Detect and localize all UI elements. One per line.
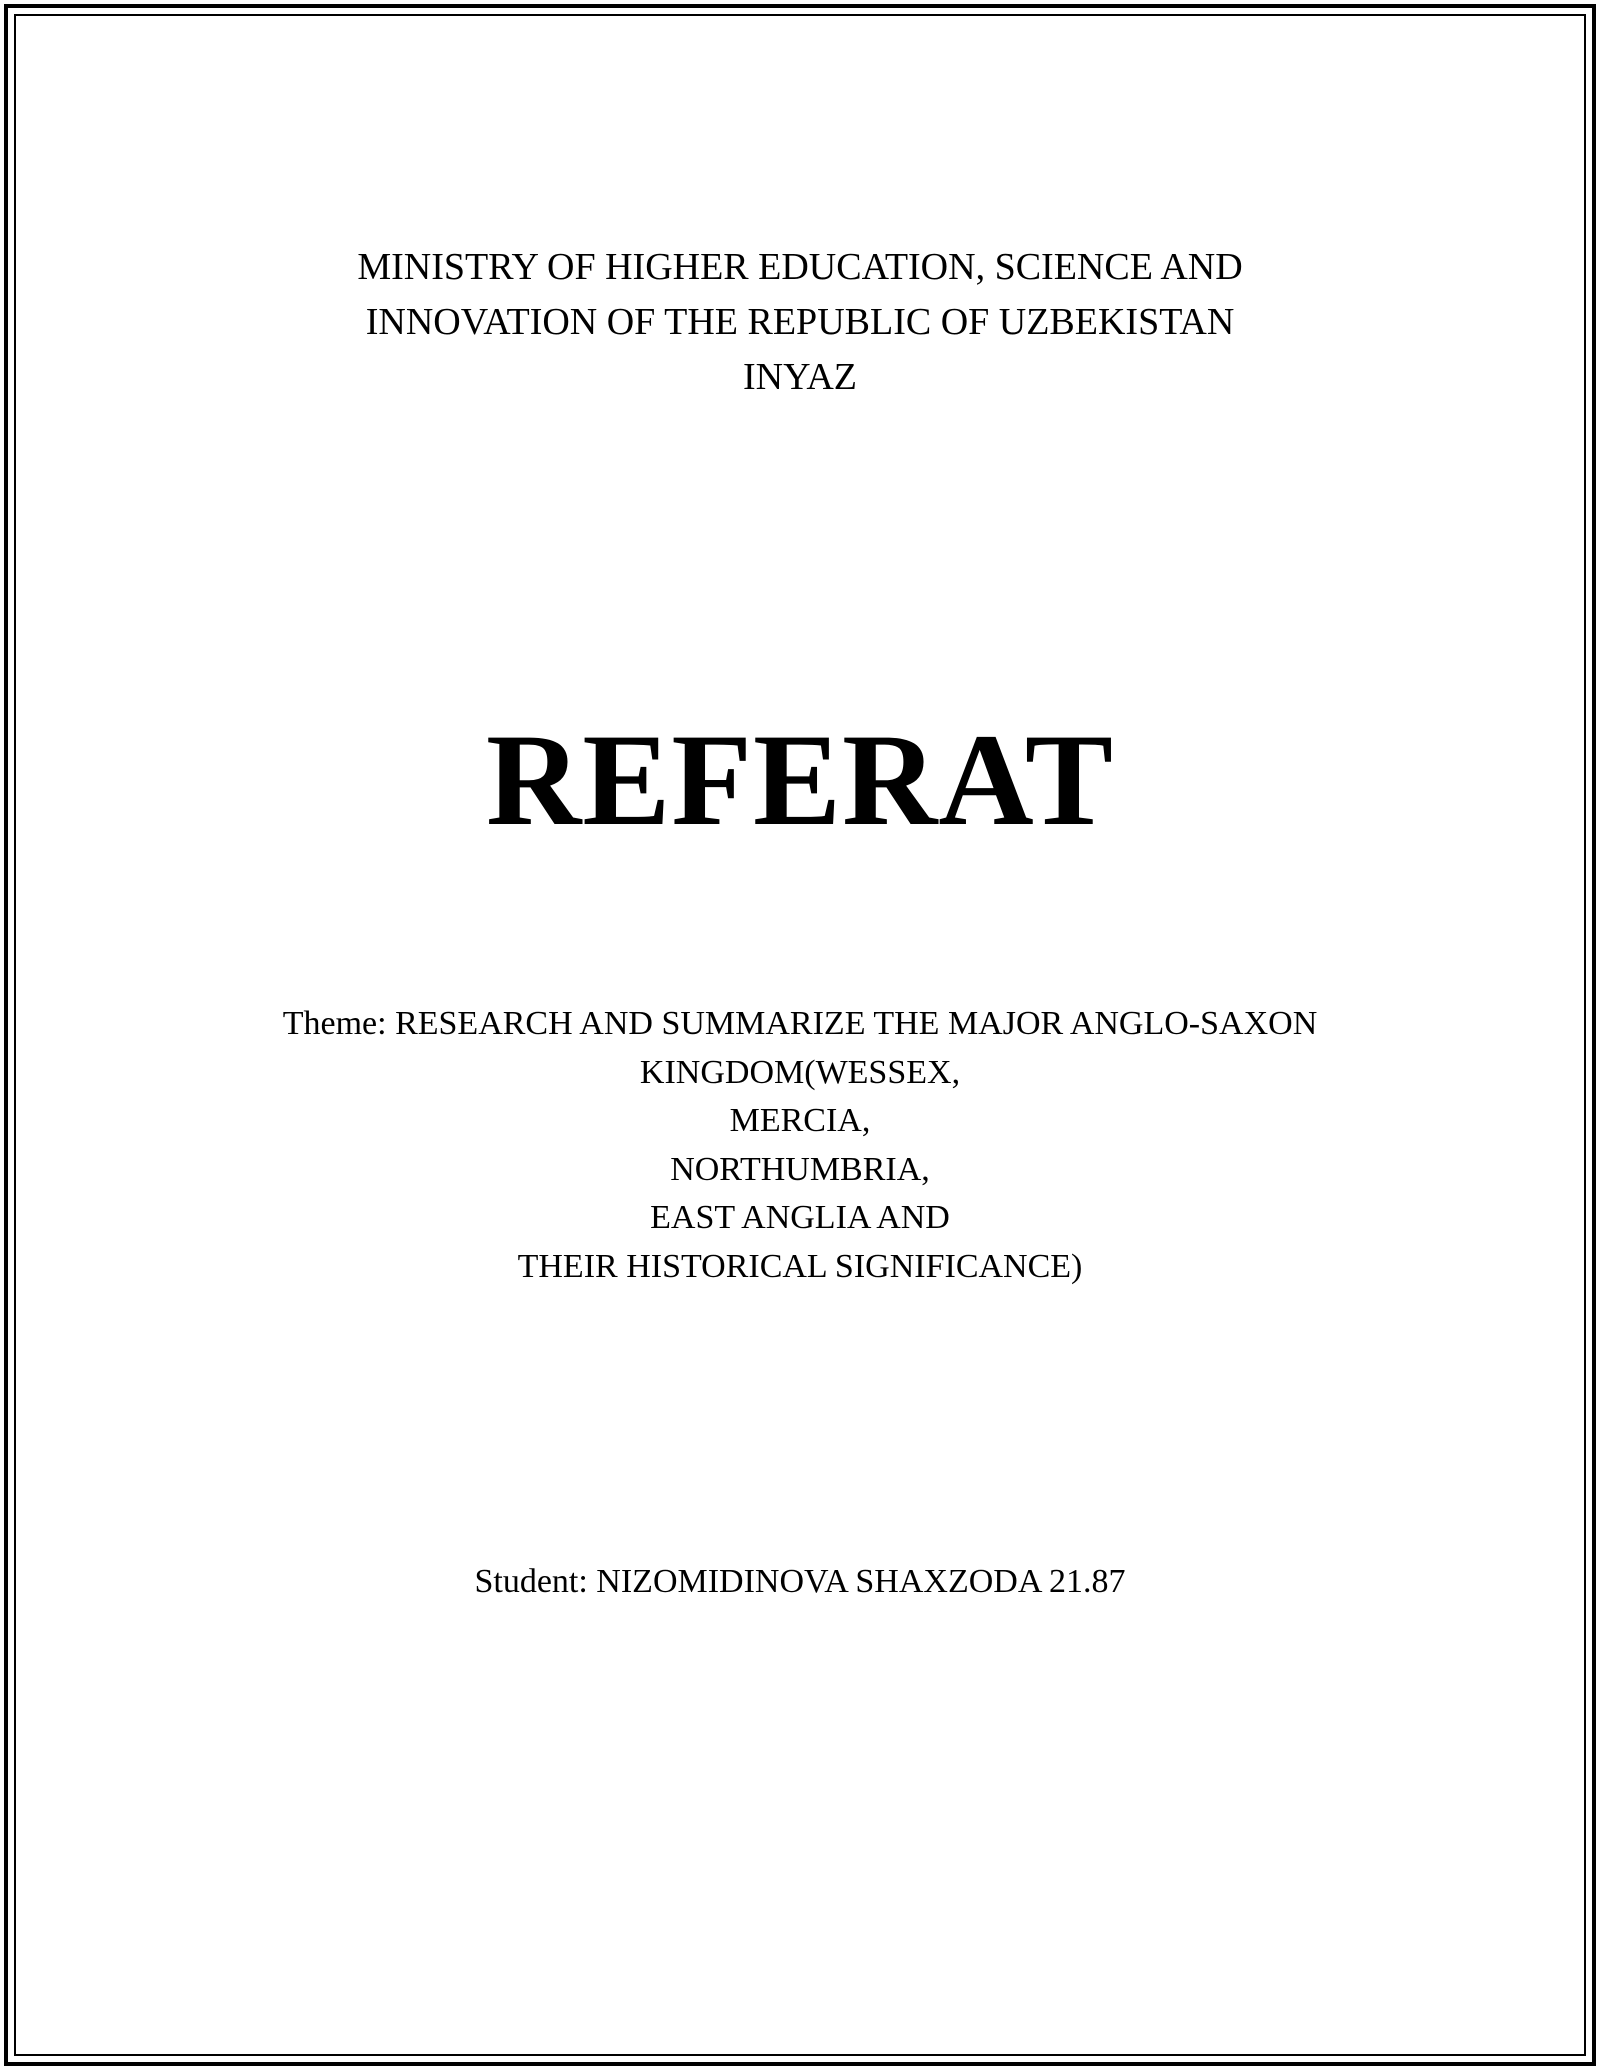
theme-line: EAST ANGLIA AND <box>650 1199 950 1236</box>
theme-line: Theme: RESEARCH AND SUMMARIZE THE MAJOR ANGLO-SAXON <box>282 1005 1318 1042</box>
institution-line: MINISTRY OF HIGHER EDUCATION, SCIENCE AND <box>357 246 1243 288</box>
student-info: Student: NIZOMIDINOVA SHAXZODA 21.87 <box>474 1563 1126 1600</box>
institution-header <box>0 240 1600 405</box>
theme-line: KINGDOM(WESSEX, <box>639 1053 961 1091</box>
theme-block <box>0 1000 1600 1291</box>
theme-line: MERCIA, <box>729 1102 871 1139</box>
theme-line: THEIR HISTORICAL SIGNIFICANCE) <box>517 1247 1083 1285</box>
document-title: REFERAT <box>486 706 1114 853</box>
theme-line: NORTHUMBRIA, <box>670 1150 930 1188</box>
institution-line: INNOVATION OF THE REPUBLIC OF UZBEKISTAN <box>365 301 1235 343</box>
institution-line: INYAZ <box>743 356 857 398</box>
